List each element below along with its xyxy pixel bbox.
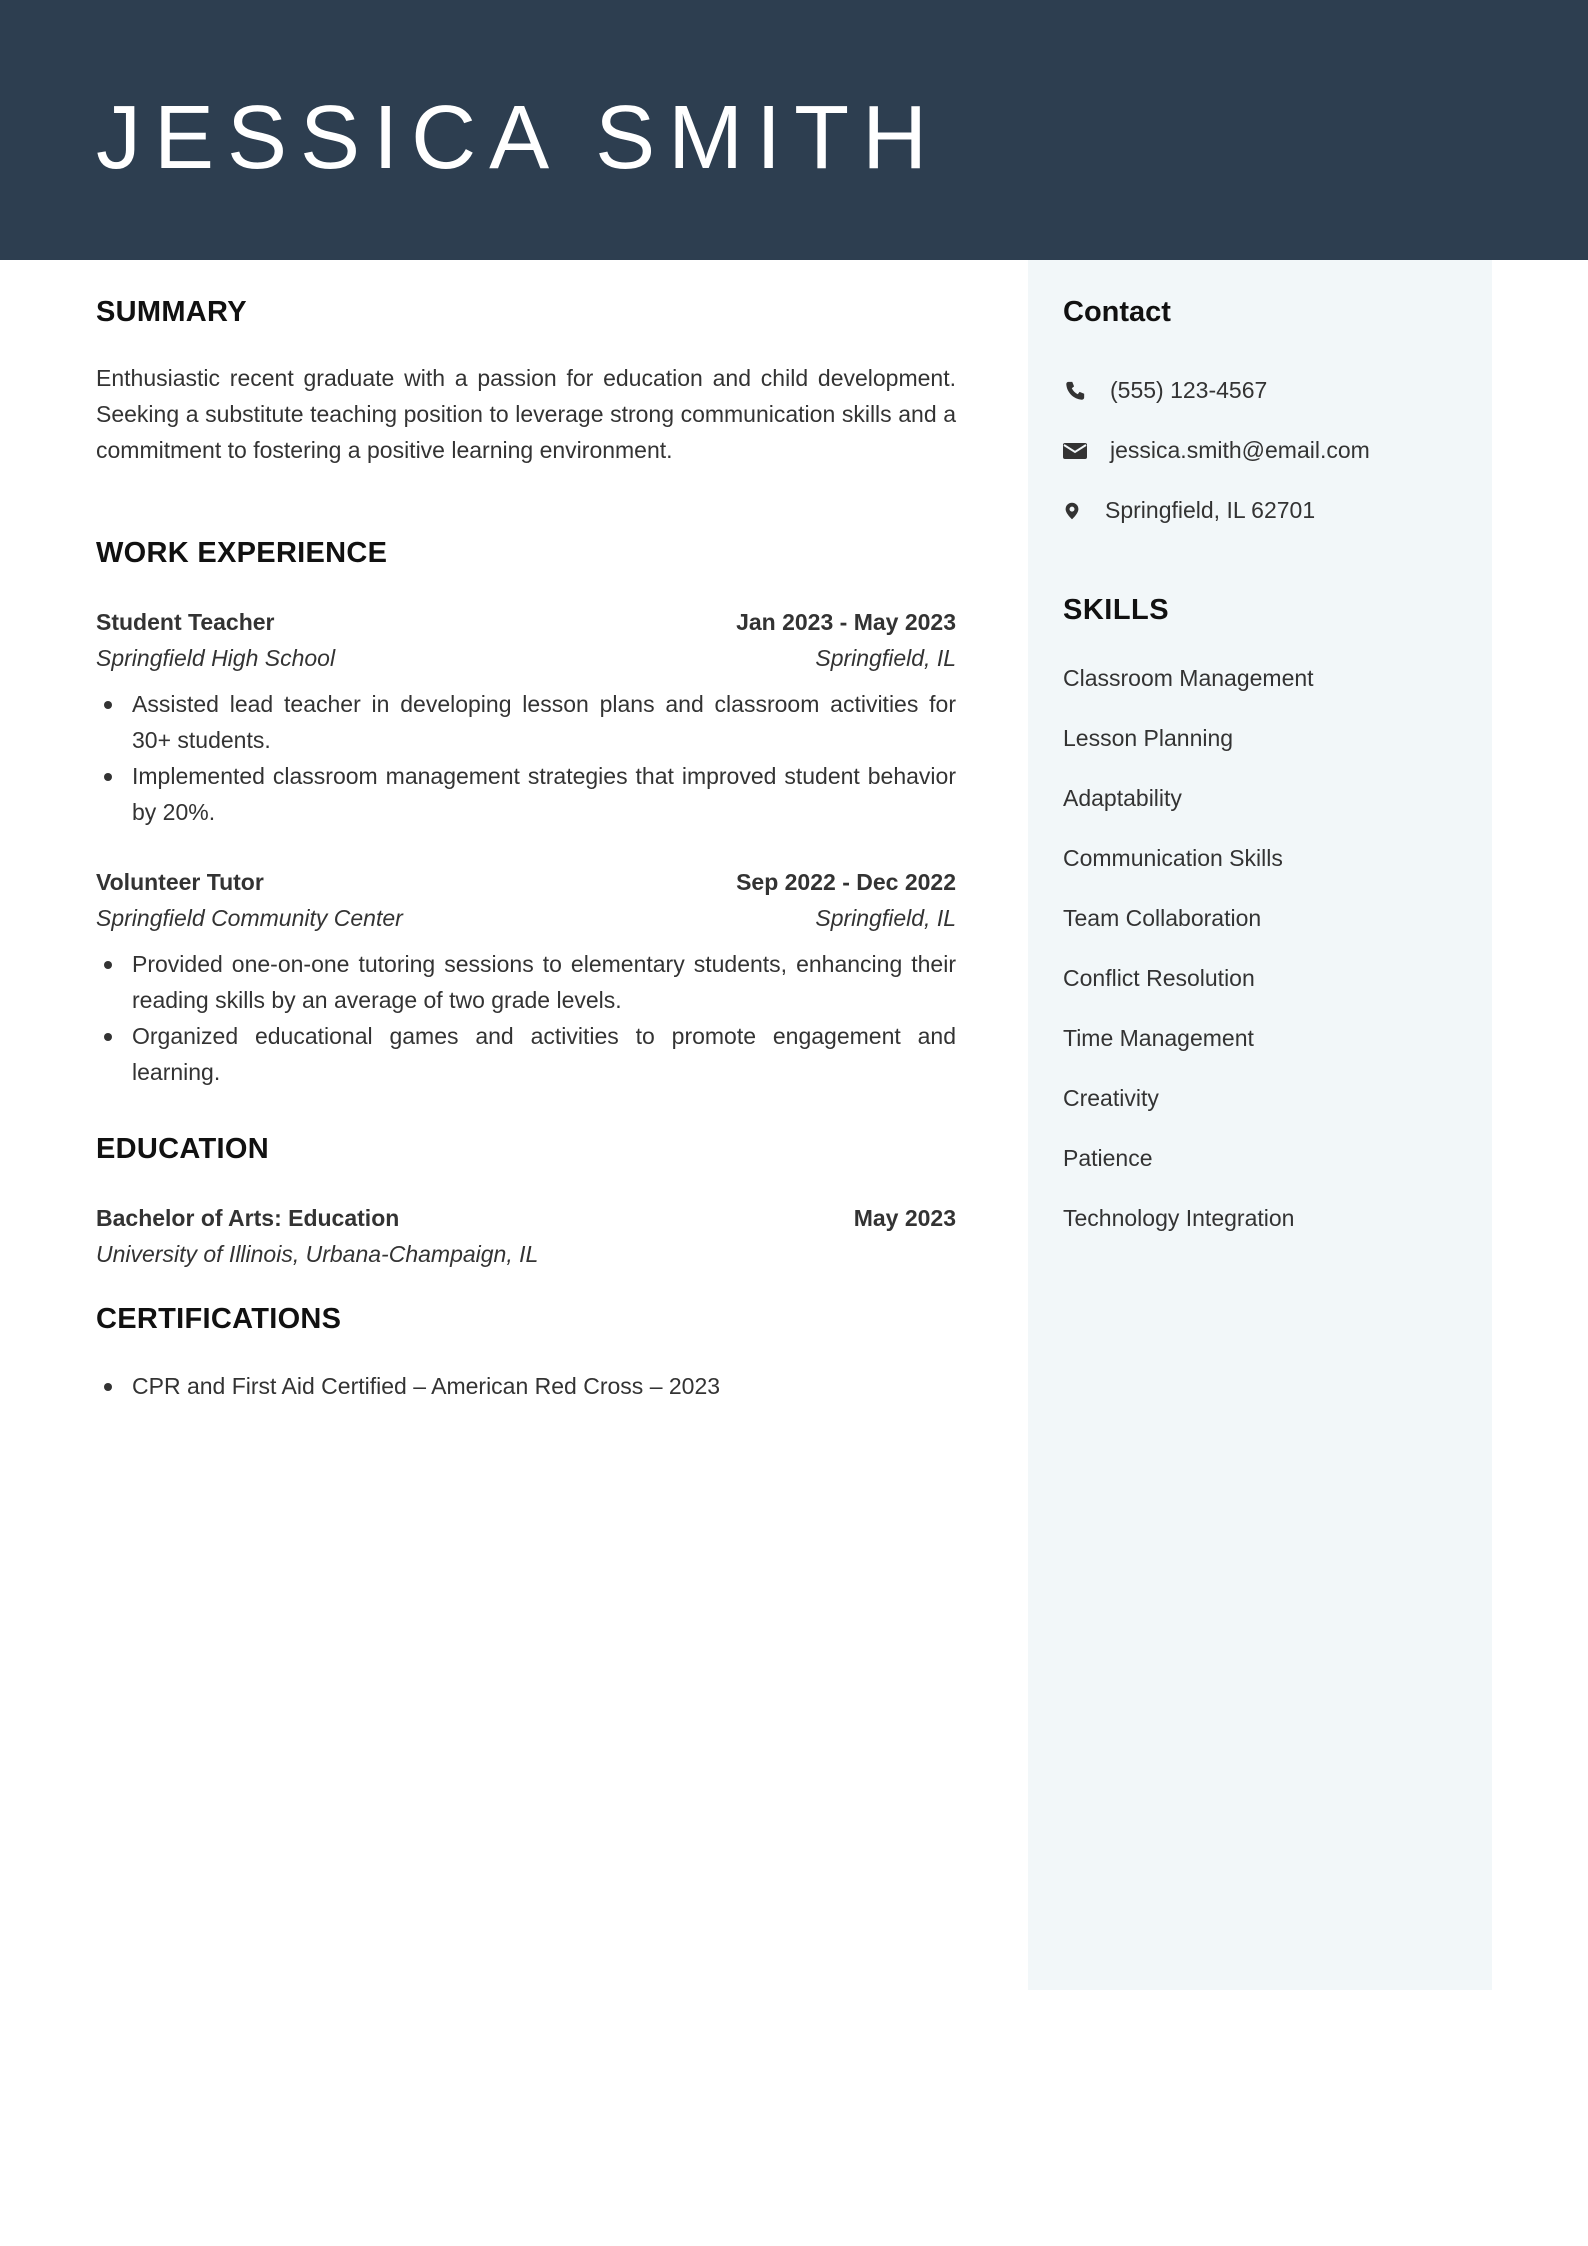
bullet-dot	[104, 773, 112, 781]
candidate-name: JESSICA SMITH	[96, 88, 941, 188]
skill-item: Communication Skills	[1063, 845, 1283, 871]
job-location: Springfield, IL	[815, 905, 956, 931]
contact-title: Contact	[1063, 296, 1171, 328]
job-header-row	[96, 864, 956, 900]
job-role: Volunteer Tutor	[96, 869, 264, 895]
education-header-row	[96, 1200, 956, 1236]
skill-item: Technology Integration	[1063, 1205, 1295, 1231]
skill-item: Time Management	[1063, 1025, 1254, 1051]
job-bullet-text: Provided one-on-one tutoring sessions to elementary students, enhancing their reading skills by an average of two grade levels.	[132, 951, 956, 1013]
skills-title: SKILLS	[1063, 594, 1170, 626]
job-entry	[96, 604, 956, 830]
phone-icon	[1063, 380, 1087, 402]
bullet-dot	[104, 1383, 112, 1391]
certification-text: CPR and First Aid Certified – American Red Cross – 2023	[132, 1373, 721, 1399]
bullet-dot	[104, 1033, 112, 1041]
skill-item: Adaptability	[1063, 785, 1182, 811]
skill-item: Patience	[1063, 1145, 1153, 1171]
contact-email-text[interactable]: jessica.smith@email.com	[1110, 437, 1370, 463]
certifications-title: CERTIFICATIONS	[96, 1303, 342, 1335]
job-bullet-text: Organized educational games and activities to promote engagement and learning.	[132, 1023, 956, 1085]
job-org-row	[96, 900, 956, 936]
job-bullet-text: Implemented classroom management strategies that improved student behavior by 20%.	[132, 763, 956, 825]
job-org-row	[96, 640, 956, 676]
education-degree: Bachelor of Arts: Education	[96, 1205, 400, 1231]
bullet-dot	[104, 961, 112, 969]
map-pin-icon	[1063, 500, 1081, 522]
education-date: May 2023	[853, 1205, 956, 1231]
job-bullet	[96, 758, 956, 830]
job-dates: Sep 2022 - Dec 2022	[736, 869, 956, 895]
contact-location-text: Springfield, IL 62701	[1105, 497, 1316, 523]
job-bullet-text: Assisted lead teacher in developing lesson plans and classroom activities for 30+ students.	[132, 691, 956, 753]
job-bullet	[96, 946, 956, 1018]
skill-item: Classroom Management	[1063, 665, 1314, 691]
contact-phone-text: (555) 123-4567	[1110, 377, 1268, 403]
job-bullets	[96, 946, 956, 1090]
resume-header	[0, 0, 1588, 260]
skills-list	[1063, 660, 1473, 1260]
certifications-list	[96, 1368, 956, 1404]
job-bullet	[96, 686, 956, 758]
skill-item: Creativity	[1063, 1085, 1159, 1111]
summary-text: Enthusiastic recent graduate with a passion for education and child development. Seeking a substitute teaching position to leverage strong communication skills and a commitment to fostering a positive learning environment.	[96, 365, 956, 463]
job-role: Student Teacher	[96, 609, 275, 635]
job-bullet	[96, 1018, 956, 1090]
work-experience-title: WORK EXPERIENCE	[96, 537, 388, 569]
job-header-row	[96, 604, 956, 640]
education-entry	[96, 1200, 956, 1272]
skill-item: Team Collaboration	[1063, 905, 1262, 931]
job-entry	[96, 864, 956, 1090]
job-bullets	[96, 686, 956, 830]
job-org: Springfield Community Center	[96, 905, 403, 931]
education-school-row	[96, 1236, 956, 1272]
education-school: University of Illinois, Urbana-Champaign, IL	[96, 1241, 539, 1267]
certification-item	[96, 1368, 956, 1404]
education-title: EDUCATION	[96, 1133, 269, 1165]
job-location: Springfield, IL	[815, 645, 956, 671]
job-dates: Jan 2023 - May 2023	[736, 609, 956, 635]
skill-item: Lesson Planning	[1063, 725, 1234, 751]
envelope-icon	[1063, 440, 1087, 462]
sidebar	[1028, 260, 1492, 1990]
job-org: Springfield High School	[96, 645, 336, 671]
bullet-dot	[104, 701, 112, 709]
skill-item: Conflict Resolution	[1063, 965, 1255, 991]
summary-title: SUMMARY	[96, 296, 247, 328]
